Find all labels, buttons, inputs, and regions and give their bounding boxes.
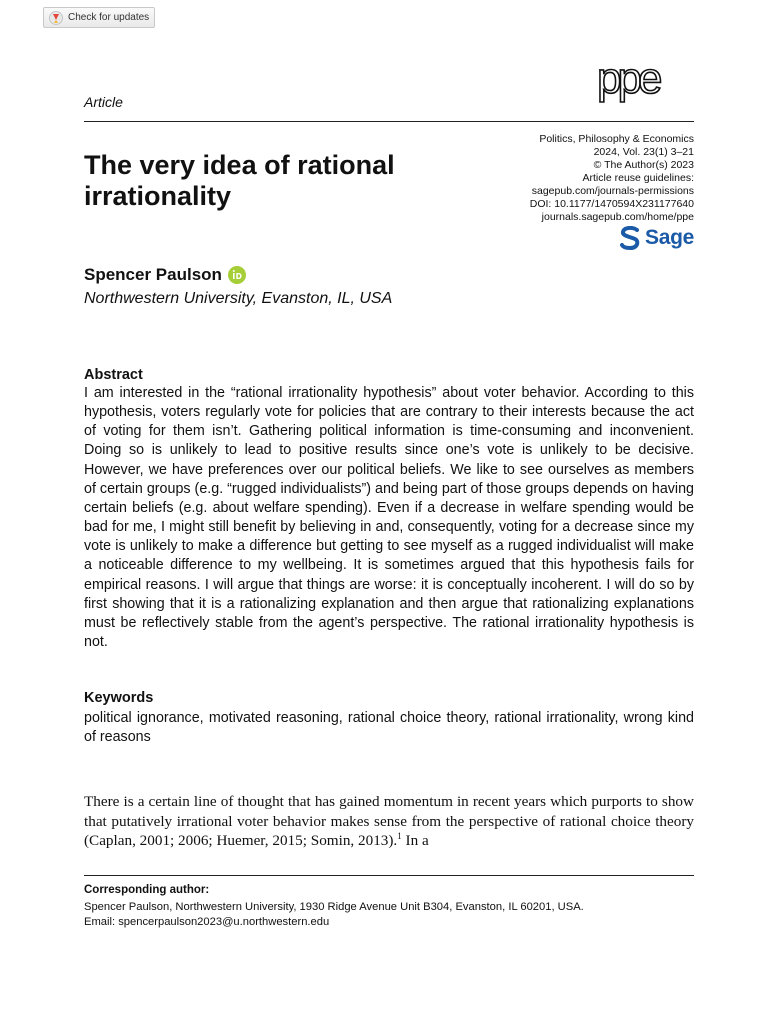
body-paragraph	[84, 792, 694, 851]
sage-logo	[619, 226, 694, 250]
keywords-text: political ignorance, motivated reasoning, rational choice theory, rational irrationality, wrong kind of reasons	[84, 710, 694, 745]
reuse-label: Article reuse guidelines:	[582, 172, 694, 184]
body-paragraph-continuation: In a	[401, 832, 429, 849]
footer-divider	[84, 875, 694, 876]
abstract-text: I am interested in the “rational irrationality hypothesis” about voter behavior. According to this hypothesis, voters regularly vote for policies that are contrary to their interests because the act of voting for them isn’t. Gathering political information is time-consuming and inconvenient. Doing so is unlikely to lead to positive results since one’s vote is unlikely to be decisive. However, we have preferences over our political beliefs. We like to see ourselves as members of certain groups (e.g. “rugged individualists”) and being part of those groups depends on having certain beliefs (e.g. about welfare spending). Even if a decrease in welfare spending would be bad for me, I might still benefit by believing in and, consequently, voting for a decrease since my vote is unlikely to make a difference but getting to see myself as a rugged individualist will make a noticeable difference to my wellbeing. It is sometimes argued that this hypothesis fails for empirical reasons. I will argue that things are worse: it is conceptually incoherent. I will do so by first showing that it is a rationalizing explanation and then argue that rationalizing explanations must be reflectively stable from the agent’s perspective. The rational irrationality hypothesis is not.	[84, 385, 694, 651]
check-for-updates-button[interactable]	[43, 7, 155, 28]
author-line	[84, 265, 246, 285]
abstract-heading: Abstract	[84, 367, 143, 383]
doi-link[interactable]: DOI: 10.1177/1470594X231177640	[529, 198, 694, 210]
sage-s-icon	[619, 226, 641, 250]
keywords-heading: Keywords	[84, 690, 154, 706]
footnote-marker[interactable]: 1	[397, 830, 402, 841]
check-for-updates-label: Check for updates	[68, 12, 150, 23]
header-divider	[84, 121, 694, 122]
corresponding-author-address: Spencer Paulson, Northwestern University, 1930 Ridge Avenue Unit B304, Evanston, IL 60201, USA.	[84, 901, 584, 913]
check-for-updates-icon	[49, 11, 63, 25]
journal-info	[454, 133, 694, 224]
copyright: © The Author(s) 2023	[593, 159, 694, 171]
body-paragraph-text: There is a certain line of thought that has gained momentum in recent years which purports to show that putatively irrational voter behavior makes sense from the perspective of rational choice theory (Caplan, 2001; 2006; Huemer, 2015; Somin, 2013).	[84, 793, 694, 849]
corresponding-author-heading: Corresponding author:	[84, 884, 210, 896]
journal-logo	[597, 61, 695, 113]
article-title-line2: irrationality	[84, 181, 232, 211]
article-title-line1: The very idea of rational	[84, 150, 395, 180]
journal-logo-text: ppe	[597, 61, 659, 103]
corresponding-author-email[interactable]: Email: spencerpaulson2023@u.northwestern.edu	[84, 916, 330, 928]
article-title	[84, 150, 504, 212]
author-affiliation: Northwestern University, Evanston, IL, USA	[84, 290, 393, 307]
journal-url-link[interactable]: journals.sagepub.com/home/ppe	[541, 211, 694, 223]
article-type-label: Article	[84, 94, 123, 110]
orcid-icon[interactable]	[228, 266, 246, 284]
journal-volume: 2024, Vol. 23(1) 3–21	[593, 146, 694, 158]
journal-name: Politics, Philosophy & Economics	[539, 133, 694, 145]
author-name: Spencer Paulson	[84, 265, 222, 284]
corresponding-author-details	[84, 900, 694, 930]
publisher-name: Sage	[645, 226, 694, 249]
reuse-link[interactable]: sagepub.com/journals-permissions	[531, 185, 694, 197]
